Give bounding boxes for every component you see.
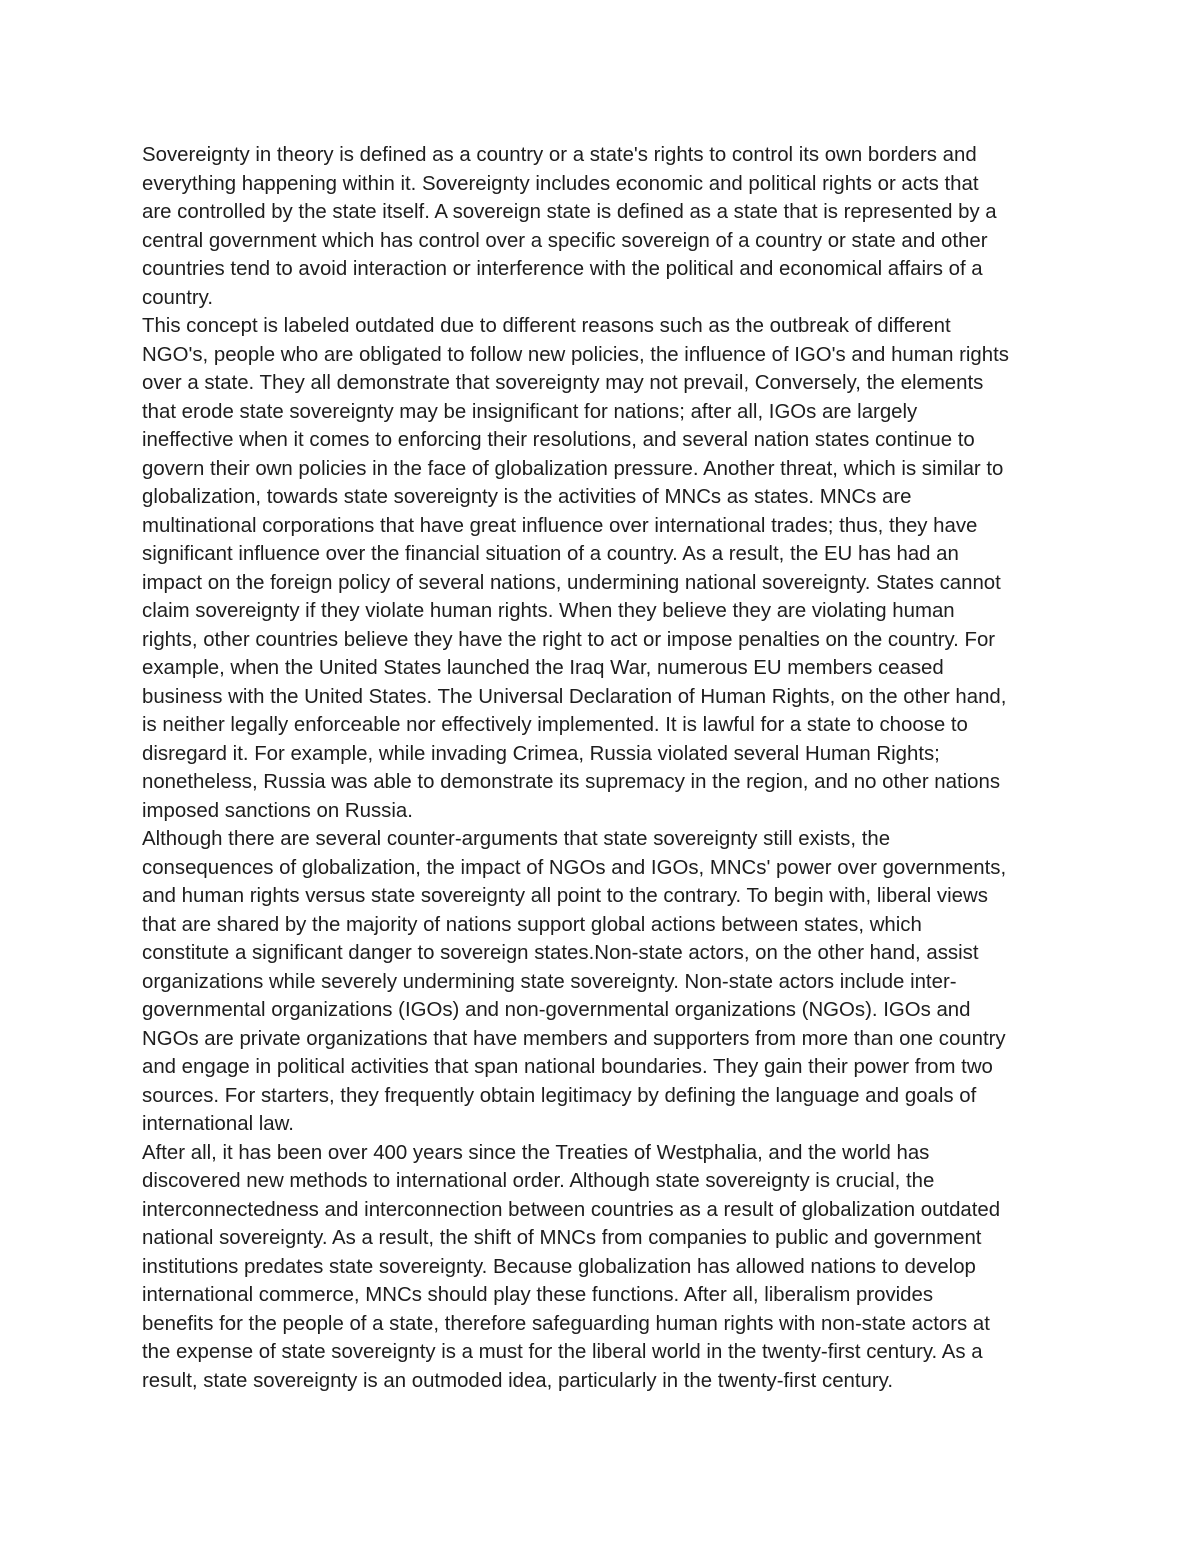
text-line: are controlled by the state itself. A sovereign state is defined as a state that is represented by a	[142, 201, 997, 223]
paragraph	[142, 825, 1082, 1139]
text-line: After all, it has been over 400 years since the Treaties of Westphalia, and the world has	[142, 1141, 930, 1164]
text-line: discovered new methods to international order. Although state sovereignty is crucial, the	[142, 1170, 935, 1192]
text-line: organizations while severely undermining state sovereignty. Non-state actors include inter-	[142, 970, 957, 993]
text-line: ineffective when it comes to enforcing their resolutions, and several nation states continue to	[142, 429, 975, 451]
text-line: and human rights versus state sovereignty all point to the contrary. To begin with, liberal views	[142, 885, 988, 907]
text-line: nonetheless, Russia was able to demonstrate its supremacy in the region, and no other nations	[142, 771, 1001, 793]
paragraph	[142, 1139, 1082, 1396]
paragraph	[142, 141, 1082, 312]
text-line: countries tend to avoid interaction or interference with the political and economical affairs of a	[142, 258, 983, 280]
text-line: NGOs are private organizations that have members and supporters from more than one country	[142, 1027, 1006, 1050]
text-line: sources. For starters, they frequently obtain legitimacy by defining the language and goals of	[142, 1084, 977, 1107]
text-line: This concept is labeled outdated due to different reasons such as the outbreak of different	[142, 315, 951, 337]
text-line: central government which has control over a specific sovereign of a country or state and other	[142, 229, 988, 252]
text-line: globalization, towards state sovereignty is the activities of MNCs as states. MNCs are	[142, 486, 912, 508]
document-body	[142, 141, 1082, 1395]
text-line: disregard it. For example, while invading Crimea, Russia violated several Human Rights;	[142, 742, 940, 765]
text-line: result, state sovereignty is an outmoded idea, particularly in the twenty-first century.	[142, 1369, 894, 1392]
text-line: interconnectedness and interconnection between countries as a result of globalization outdated	[142, 1198, 1001, 1221]
text-line: everything happening within it. Sovereignty includes economic and political rights or acts that	[142, 172, 979, 195]
text-line: is neither legally enforceable nor effectively implemented. It is lawful for a state to choose to	[142, 714, 968, 736]
text-line: Sovereignty in theory is defined as a country or a state's rights to control its own borders and	[142, 144, 977, 166]
text-line: claim sovereignty if they violate human rights. When they believe they are violating human	[142, 600, 955, 622]
text-line: impact on the foreign policy of several nations, undermining national sovereignty. States cannot	[142, 571, 1001, 594]
text-line: the expense of state sovereignty is a must for the liberal world in the twenty-first century. As a	[142, 1341, 983, 1363]
text-line: example, when the United States launched the Iraq War, numerous EU members ceased	[142, 657, 944, 679]
text-line: and engage in political activities that span national boundaries. They gain their power from two	[142, 1056, 993, 1078]
text-line: benefits for the people of a state, therefore safeguarding human rights with non-state actors at	[142, 1312, 990, 1335]
text-line: significant influence over the financial situation of a country. As a result, the EU has had an	[142, 543, 959, 565]
text-line: consequences of globalization, the impact of NGOs and IGOs, MNCs' power over governments,	[142, 856, 1007, 879]
text-line: institutions predates state sovereignty. Because globalization has allowed nations to develop	[142, 1255, 976, 1278]
text-line: that are shared by the majority of nations support global actions between states, which	[142, 913, 922, 936]
text-line: country.	[142, 286, 214, 309]
text-line: rights, other countries believe they have the right to act or impose penalties on the country. For	[142, 628, 996, 651]
text-line: constitute a significant danger to sovereign states.Non-state actors, on the other hand, assist	[142, 942, 979, 964]
text-line: over a state. They all demonstrate that sovereignty may not prevail, Conversely, the elements	[142, 372, 984, 394]
text-line: national sovereignty. As a result, the shift of MNCs from companies to public and government	[142, 1227, 982, 1249]
text-line: that erode state sovereignty may be insignificant for nations; after all, IGOs are largely	[142, 400, 918, 423]
text-line: international law.	[142, 1113, 294, 1135]
text-line: govern their own policies in the face of globalization pressure. Another threat, which is similar to	[142, 457, 1004, 480]
text-line: governmental organizations (IGOs) and non-governmental organizations (NGOs). IGOs and	[142, 999, 971, 1021]
text-line: imposed sanctions on Russia.	[142, 799, 413, 822]
text-line: Although there are several counter-arguments that state sovereignty still exists, the	[142, 828, 891, 850]
text-line: NGO's, people who are obligated to follow new policies, the influence of IGO's and human rights	[142, 343, 1009, 366]
text-line: international commerce, MNCs should play these functions. After all, liberalism provides	[142, 1284, 934, 1306]
text-line: multinational corporations that have great influence over international trades; thus, they have	[142, 514, 978, 537]
text-line: business with the United States. The Universal Declaration of Human Rights, on the other hand,	[142, 685, 1007, 708]
paragraph	[142, 312, 1082, 825]
